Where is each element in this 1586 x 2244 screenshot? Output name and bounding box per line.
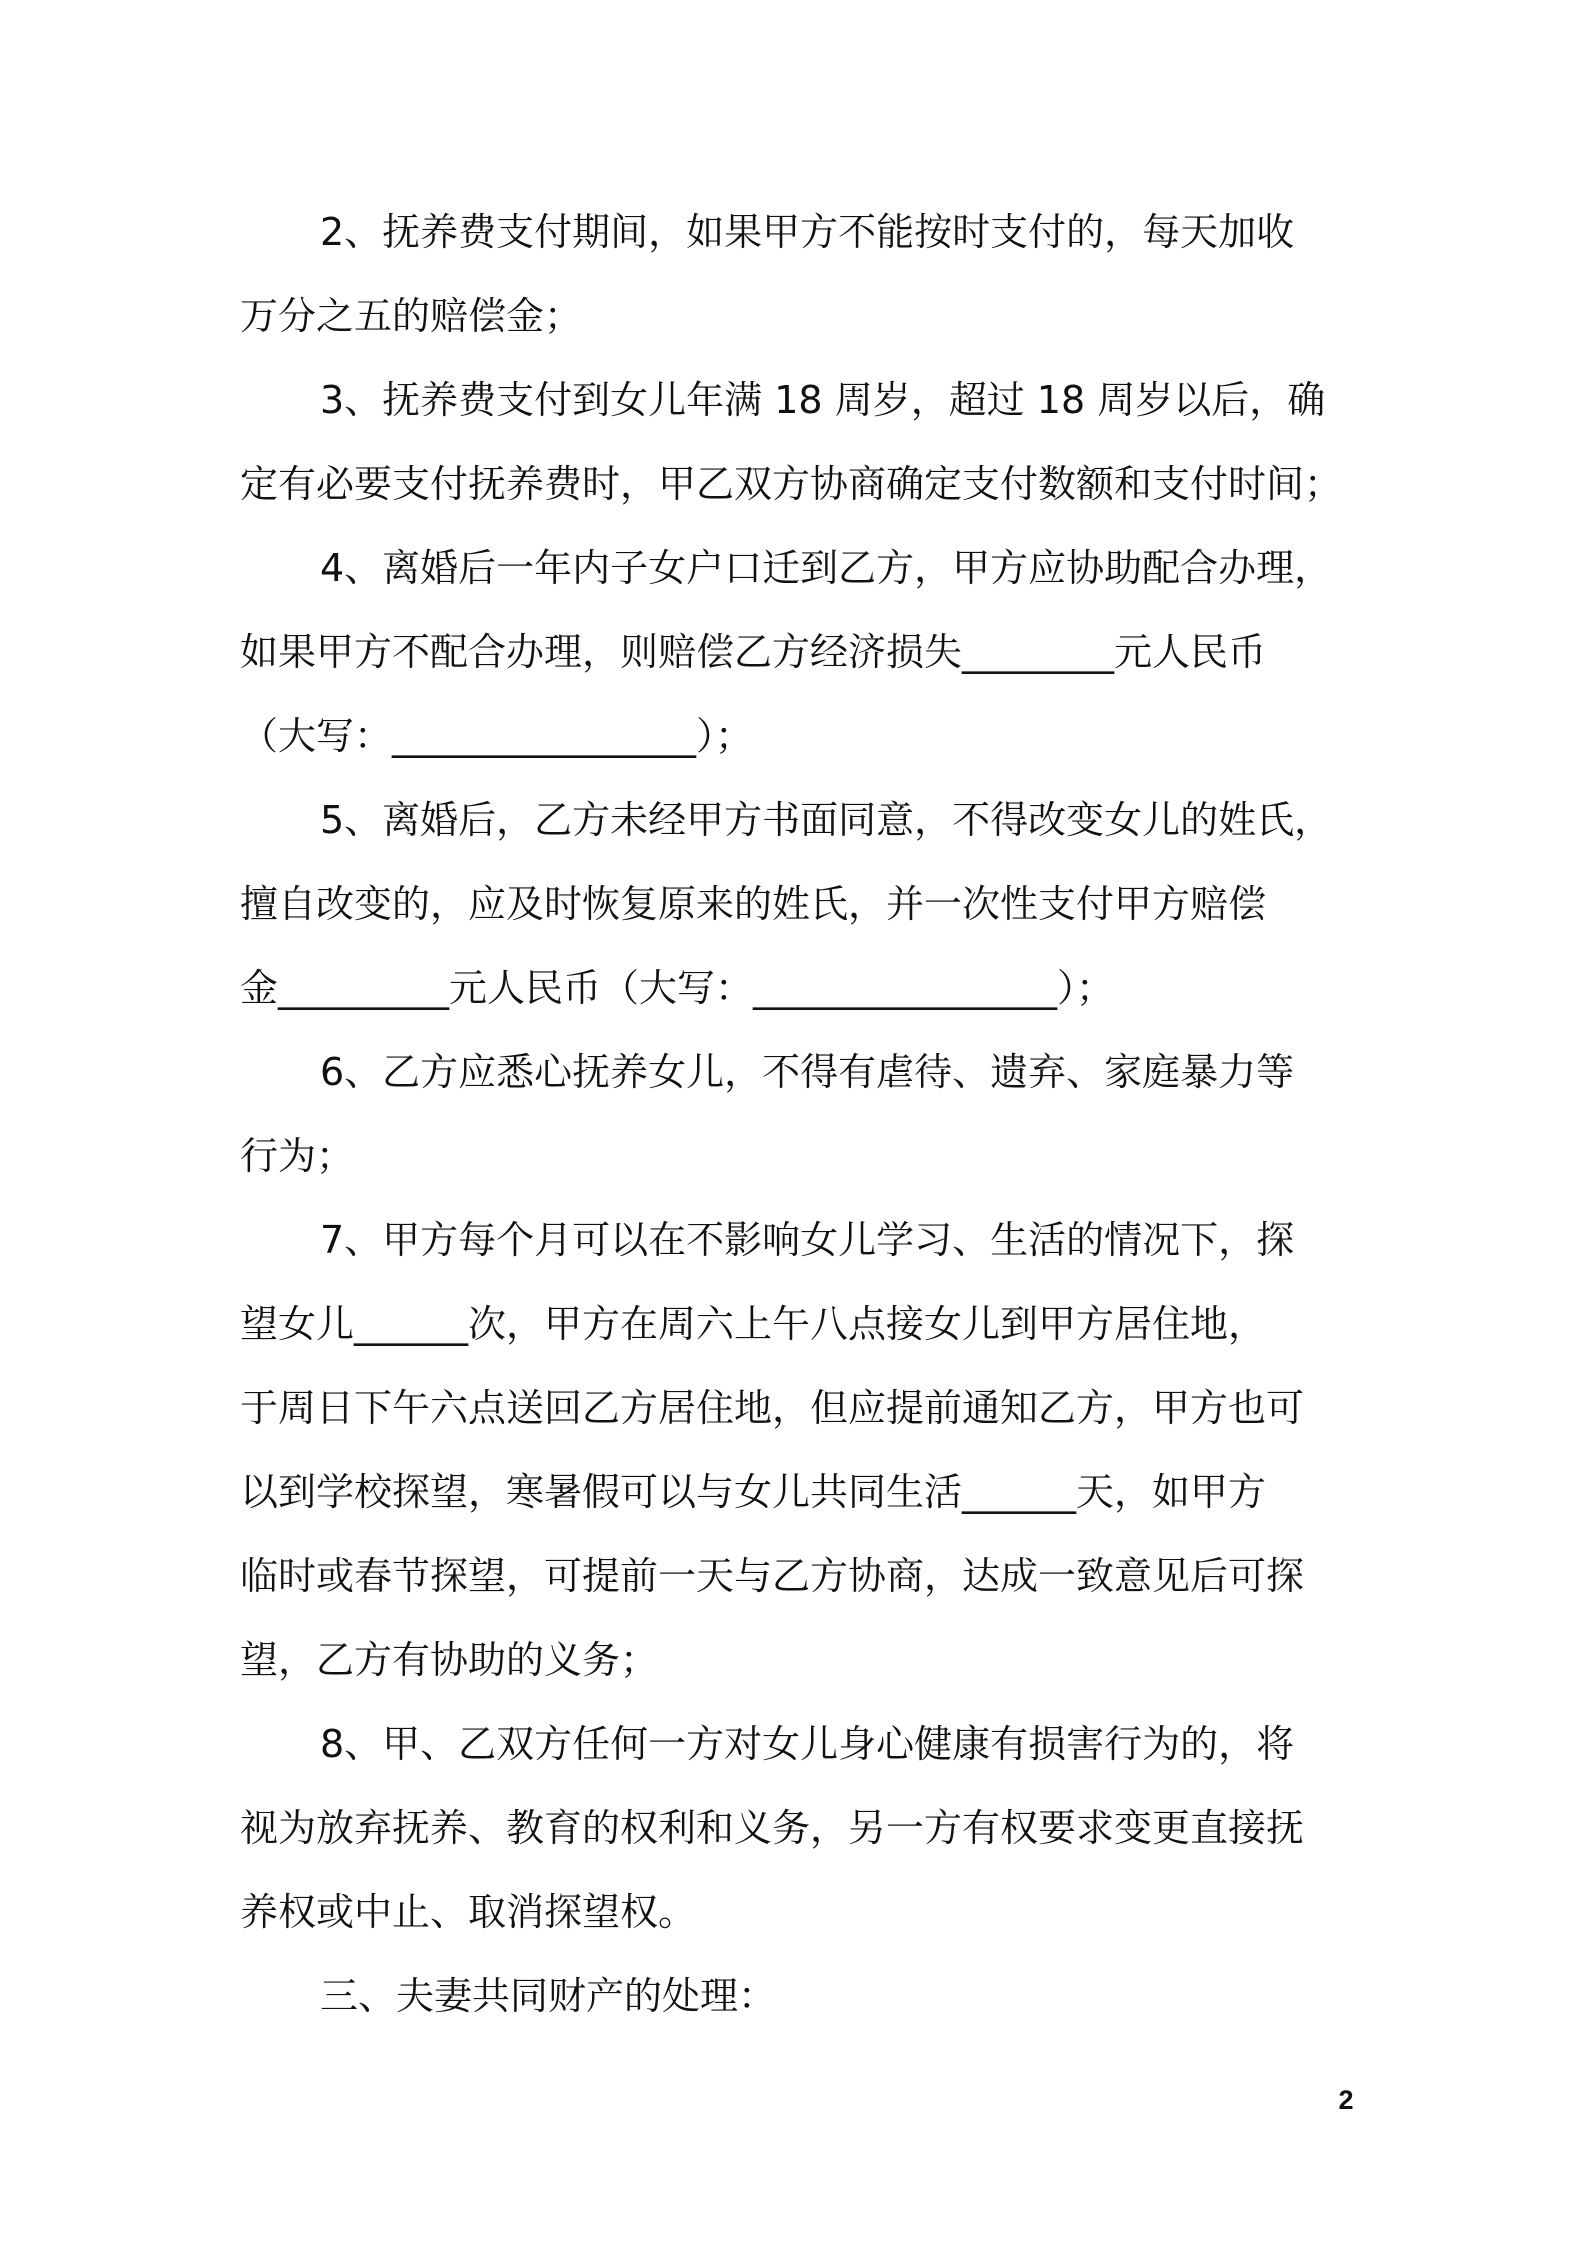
text-line: 望，乙方有协助的义务； — [240, 1638, 659, 1682]
text-line: 万分之五的赔偿金； — [240, 294, 583, 338]
text-line: 养权或中止、取消探望权。 — [240, 1890, 697, 1934]
text-line: 定有必要支付抚养费时，甲乙双方协商确定支付数额和支付时间； — [240, 462, 1343, 506]
text-line: 3、抚养费支付到女儿年满 18 周岁，超过 18 周岁以后，确 — [320, 378, 1326, 422]
text-line: 2、抚养费支付期间，如果甲方不能按时支付的，每天加收 — [320, 210, 1295, 254]
text-line: 于周日下午六点送回乙方居住地，但应提前通知乙方，甲方也可 — [240, 1386, 1305, 1430]
text-line: 4、离婚后一年内子女户口迁到乙方，甲方应协助配合办理， — [320, 546, 1333, 590]
text-line: 7、甲方每个月可以在不影响女儿学习、生活的情况下，探 — [320, 1218, 1295, 1262]
text-line: 如果甲方不配合办理，则赔偿乙方经济损失________元人民币 — [240, 630, 1267, 674]
text-line: 5、离婚后，乙方未经甲方书面同意，不得改变女儿的姓氏， — [320, 798, 1333, 842]
text-line: 临时或春节探望，可提前一天与乙方协商，达成一致意见后可探 — [240, 1554, 1305, 1598]
text-line: 擅自改变的，应及时恢复原来的姓氏，并一次性支付甲方赔偿 — [240, 882, 1267, 926]
text-line: （大写：________________）； — [240, 714, 754, 758]
text-line: 8、甲、乙双方任何一方对女儿身心健康有损害行为的，将 — [320, 1722, 1295, 1766]
text-line: 6、乙方应悉心抚养女儿，不得有虐待、遗弃、家庭暴力等 — [320, 1050, 1295, 1094]
page-number: 2 — [1338, 2085, 1354, 2115]
text-line: 以到学校探望，寒暑假可以与女儿共同生活______天，如甲方 — [240, 1470, 1267, 1514]
text-line: 视为放弃抚养、教育的权利和义务，另一方有权要求变更直接抚 — [240, 1806, 1305, 1850]
section-heading: 三、夫妻共同财产的处理： — [320, 1974, 777, 2018]
text-line: 望女儿______次，甲方在周六上午八点接女儿到甲方居住地， — [240, 1302, 1267, 1346]
text-line: 行为； — [240, 1134, 355, 1178]
document-body — [240, 190, 1360, 2038]
text-line: 金_________元人民币（大写：________________）； — [240, 966, 1115, 1010]
